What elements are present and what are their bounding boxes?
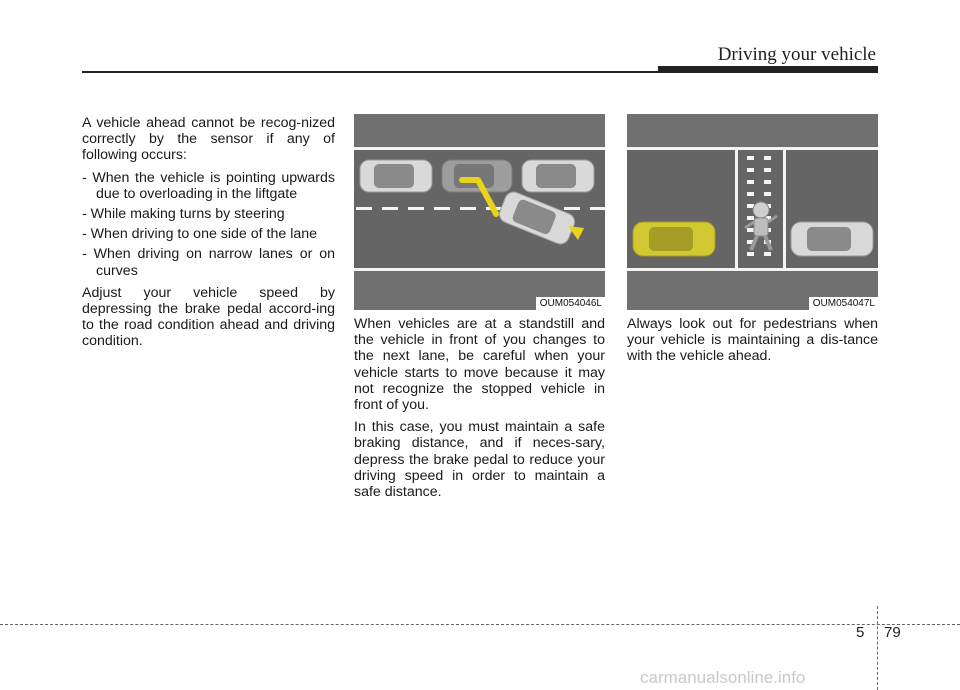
footer-divider: [877, 606, 878, 690]
list-item: - When driving on narrow lanes or on curves: [82, 246, 335, 279]
stopped-vehicle: [442, 160, 512, 192]
own-vehicle: [633, 222, 715, 256]
stopped-vehicle: [360, 160, 432, 192]
column-3: [627, 316, 878, 371]
chapter-number: 5: [856, 624, 865, 641]
header-rule-accent: [658, 66, 878, 73]
crosswalk-scene: [627, 114, 878, 310]
lane-line-top: [627, 147, 878, 150]
stopped-vehicle: [522, 160, 594, 192]
watermark: carmanualsonline.info: [640, 668, 806, 687]
paragraph: In this case, you must maintain a safe braking distance, and if neces-sary, depress the brake pedal to reduce your driving speed in order to maintain a safe distance.: [354, 419, 605, 501]
list-item: - While making turns by steering: [82, 206, 285, 223]
figure-code: OUM054047L: [809, 297, 878, 310]
lane-line-bottom: [354, 268, 605, 271]
list-item: - When driving to one side of the lane: [82, 226, 318, 243]
column-1: [82, 115, 335, 356]
lane-change-illustration: [354, 114, 605, 310]
figure-code: OUM054046L: [536, 297, 605, 310]
pedestrian-crossing-illustration: [627, 114, 878, 310]
vehicle-ahead: [791, 222, 873, 256]
condition-list: [82, 170, 335, 279]
paragraph: Always look out for pedestrians when your vehicle is maintaining a dis-tance with the vehicle ahead.: [627, 316, 878, 365]
page-number: 79: [884, 624, 901, 641]
list-item: - When the vehicle is pointing upwards due to overloading in the liftgate: [82, 169, 335, 202]
lane-line-bottom: [627, 268, 878, 271]
running-header-title: Driving your vehicle: [717, 44, 876, 65]
lane-line-top: [354, 147, 605, 150]
paragraph: When vehicles are at a standstill and the vehicle in front of you changes to the next lane, be careful when your vehicle starts to move because it may not recognize the stopped vehicle in front of you.: [354, 316, 605, 414]
column-2: [354, 316, 605, 506]
closing-paragraph: Adjust your vehicle speed by depressing the brake pedal accord-ing to the road condition ahead and driving condition.: [82, 284, 335, 350]
intro-paragraph: A vehicle ahead cannot be recog-nized correctly by the sensor if any of following occurs:: [82, 115, 335, 164]
footer-rule: [0, 624, 960, 625]
lane-change-scene: [354, 114, 605, 310]
